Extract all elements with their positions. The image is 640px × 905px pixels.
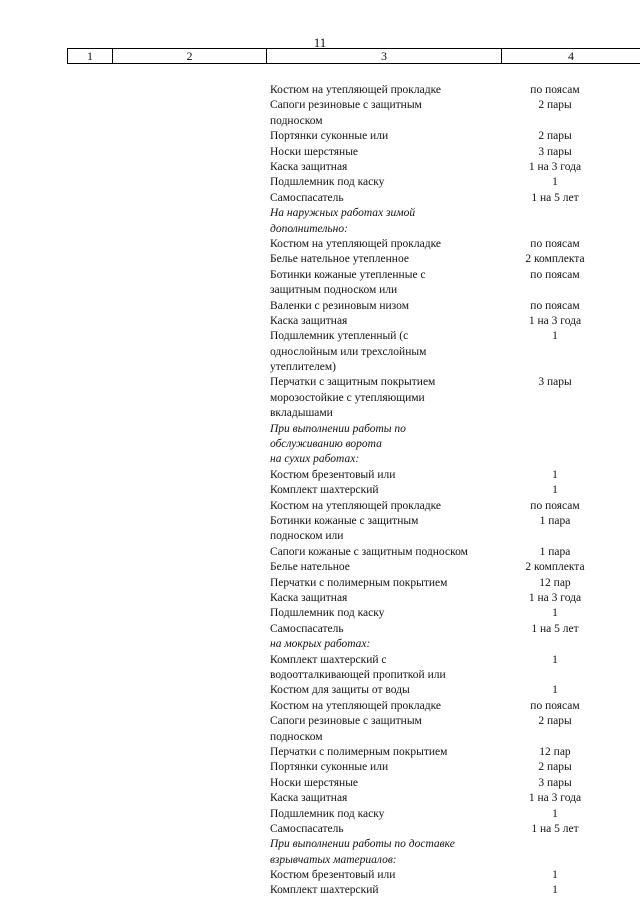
issue-norm: 1 xyxy=(552,653,558,666)
issue-norm: по поясам xyxy=(530,84,580,96)
issue-norm: 2 пары xyxy=(538,761,572,774)
equipment-row xyxy=(0,591,640,606)
text-line: морозостойкие с утепляющими xyxy=(270,391,425,404)
text-line: утеплителем) xyxy=(270,361,337,374)
section-heading xyxy=(270,837,505,868)
issue-norm: 1 xyxy=(552,176,558,189)
text-line: подноском или xyxy=(270,530,344,543)
equipment-row xyxy=(0,545,640,560)
text-line: Комплект шахтерский xyxy=(270,484,379,497)
text-line: Комплект шахтерский xyxy=(270,884,379,897)
text-line: Ботинки кожаные утепленные с xyxy=(270,268,426,281)
equipment-name xyxy=(270,560,505,575)
equipment-name xyxy=(270,83,505,98)
text-line: Перчатки с полимерным покрытием xyxy=(270,745,448,758)
equipment-row xyxy=(0,622,640,637)
text-line: Костюм брезентовый или xyxy=(270,869,396,882)
equipment-row xyxy=(0,868,640,883)
issue-norm: 2 комплекта xyxy=(525,253,585,266)
equipment-row xyxy=(0,268,640,299)
issue-norm: 3 пары xyxy=(538,376,572,389)
equipment-list xyxy=(0,83,640,899)
text-line: взрывчатых материалов: xyxy=(270,853,397,866)
equipment-name xyxy=(270,191,505,206)
section-heading xyxy=(270,637,505,652)
section-heading-row xyxy=(0,206,640,237)
equipment-name xyxy=(270,868,505,883)
equipment-name xyxy=(270,807,505,822)
text-line: Каска защитная xyxy=(270,592,348,604)
column-number-3: 3 xyxy=(267,49,502,64)
issue-norm: 2 комплекта xyxy=(525,561,585,574)
text-line: защитным подноском или xyxy=(270,284,398,297)
equipment-name xyxy=(270,699,505,714)
text-line: Костюм на утепляющей прокладке xyxy=(270,499,441,512)
equipment-row xyxy=(0,791,640,806)
equipment-name xyxy=(270,883,505,898)
issue-norm: 1 на 3 года xyxy=(528,592,582,604)
equipment-name xyxy=(270,822,505,837)
equipment-name xyxy=(270,98,505,129)
text-line: При выполнении работы по доставке xyxy=(270,838,455,851)
equipment-row xyxy=(0,683,640,698)
text-line: Костюм для защиты от воды xyxy=(270,684,410,697)
issue-norm: 1 xyxy=(552,484,558,497)
equipment-row xyxy=(0,129,640,144)
issue-norm: 1 xyxy=(552,884,558,897)
text-line: Подшлемник под каску xyxy=(270,807,385,820)
text-line: Носки шерстяные xyxy=(270,145,359,158)
equipment-name xyxy=(270,545,505,560)
text-line: При выполнении работы по xyxy=(270,422,406,435)
equipment-row xyxy=(0,83,640,98)
text-line: Белье нательное xyxy=(270,561,350,574)
equipment-name xyxy=(270,237,505,252)
equipment-name xyxy=(270,776,505,791)
equipment-row xyxy=(0,699,640,714)
equipment-name xyxy=(270,791,505,806)
text-line: Подшлемник под каску xyxy=(270,607,385,620)
text-line: Комплект шахтерский с xyxy=(270,653,387,666)
text-line: Сапоги резиновые с защитным xyxy=(270,715,422,728)
equipment-name xyxy=(270,653,505,684)
text-line: Костюм брезентовый или xyxy=(270,468,396,481)
text-line: Портянки суконные или xyxy=(270,761,389,774)
text-line: Самоспасатель xyxy=(270,822,344,835)
issue-norm: по поясам xyxy=(530,299,580,312)
section-heading xyxy=(270,422,505,468)
equipment-row xyxy=(0,299,640,314)
equipment-row xyxy=(0,499,640,514)
equipment-row xyxy=(0,883,640,898)
issue-norm: 1 xyxy=(552,330,558,343)
equipment-name xyxy=(270,683,505,698)
text-line: Носки шерстяные xyxy=(270,776,359,789)
issue-norm: 3 пары xyxy=(538,776,572,789)
issue-norm: 2 пары xyxy=(538,99,572,112)
issue-norm: 1 xyxy=(552,869,558,882)
equipment-name xyxy=(270,576,505,591)
equipment-row xyxy=(0,760,640,775)
text-line: Перчатки с полимерным покрытием xyxy=(270,576,448,589)
equipment-name xyxy=(270,145,505,160)
text-line: Самоспасатель xyxy=(270,191,344,204)
equipment-row xyxy=(0,98,640,129)
text-line: На наружных работах зимой xyxy=(270,207,416,220)
equipment-row xyxy=(0,175,640,190)
equipment-row xyxy=(0,160,640,175)
text-line: подноском xyxy=(270,114,323,127)
issue-norm: по поясам xyxy=(530,499,580,512)
equipment-name xyxy=(270,760,505,775)
text-line: водоотталкивающей пропиткой или xyxy=(270,668,446,681)
issue-norm: 2 пары xyxy=(538,715,572,728)
equipment-name xyxy=(270,468,505,483)
equipment-row xyxy=(0,514,640,545)
equipment-name xyxy=(270,375,505,421)
column-number-2: 2 xyxy=(113,49,267,64)
equipment-row xyxy=(0,237,640,252)
equipment-name xyxy=(270,606,505,621)
issue-norm: 3 пары xyxy=(538,145,572,158)
text-line: Костюм на утепляющей прокладке xyxy=(270,699,441,712)
equipment-row xyxy=(0,329,640,375)
issue-norm: по поясам xyxy=(530,268,580,281)
section-heading-row xyxy=(0,422,640,468)
text-line: Валенки с резиновым низом xyxy=(270,299,409,312)
section-heading-row xyxy=(0,637,640,652)
text-line: Портянки суконные или xyxy=(270,130,389,143)
text-line: дополнительно: xyxy=(270,222,348,235)
equipment-row xyxy=(0,776,640,791)
column-header-table xyxy=(67,48,640,64)
equipment-row xyxy=(0,714,640,745)
text-line: Сапоги кожаные с защитным подноском xyxy=(270,545,468,558)
text-line: на сухих работах: xyxy=(270,453,360,466)
section-heading-row xyxy=(0,837,640,868)
equipment-row xyxy=(0,191,640,206)
equipment-name xyxy=(270,252,505,267)
issue-norm: 1 xyxy=(552,468,558,481)
section-heading xyxy=(270,206,505,237)
equipment-row xyxy=(0,745,640,760)
equipment-name xyxy=(270,329,505,375)
text-line: Подшлемник утепленный (с xyxy=(270,330,409,343)
equipment-row xyxy=(0,468,640,483)
equipment-name xyxy=(270,483,505,498)
issue-norm: по поясам xyxy=(530,699,580,712)
issue-norm: 1 xyxy=(552,607,558,620)
issue-norm: 2 пары xyxy=(538,130,572,143)
equipment-name xyxy=(270,160,505,175)
equipment-name xyxy=(270,299,505,314)
text-line: Белье нательное утепленное xyxy=(270,253,409,266)
text-line: Сапоги резиновые с защитным xyxy=(270,99,422,112)
text-line: Костюм на утепляющей прокладке xyxy=(270,84,441,96)
text-line: Перчатки с защитным покрытием xyxy=(270,376,436,389)
text-line: Самоспасатель xyxy=(270,622,344,635)
issue-norm: 1 на 3 года xyxy=(528,792,582,805)
issue-norm: 12 пар xyxy=(539,745,571,758)
text-line: однослойным или трехслойным xyxy=(270,345,427,358)
issue-norm: 1 xyxy=(552,684,558,697)
equipment-name xyxy=(270,129,505,144)
equipment-row xyxy=(0,606,640,621)
text-line: Каска защитная xyxy=(270,160,348,173)
equipment-row xyxy=(0,807,640,822)
text-line: вкладышами xyxy=(270,407,333,420)
text-line: обслуживанию ворота xyxy=(270,438,382,451)
equipment-name xyxy=(270,514,505,545)
equipment-row xyxy=(0,560,640,575)
text-line: Подшлемник под каску xyxy=(270,176,385,189)
issue-norm: 1 на 5 лет xyxy=(531,822,579,835)
equipment-row xyxy=(0,375,640,421)
equipment-name xyxy=(270,622,505,637)
issue-norm: 1 на 5 лет xyxy=(531,191,579,204)
text-line: на мокрых работах: xyxy=(270,638,371,651)
text-line: Ботинки кожаные с защитным xyxy=(270,515,419,528)
issue-norm: по поясам xyxy=(530,237,580,250)
equipment-row xyxy=(0,252,640,267)
page-number: 11 xyxy=(313,35,327,50)
equipment-name xyxy=(270,268,505,299)
text-line: Каска защитная xyxy=(270,792,348,805)
equipment-name xyxy=(270,175,505,190)
column-number-4: 4 xyxy=(502,49,640,64)
equipment-row xyxy=(0,314,640,329)
issue-norm: 1 на 3 года xyxy=(528,160,582,173)
equipment-name xyxy=(270,591,505,606)
equipment-row xyxy=(0,822,640,837)
equipment-name xyxy=(270,314,505,329)
issue-norm: 1 пара xyxy=(539,515,571,528)
equipment-row xyxy=(0,145,640,160)
equipment-name xyxy=(270,499,505,514)
issue-norm: 12 пар xyxy=(539,576,571,589)
equipment-row xyxy=(0,483,640,498)
issue-norm: 1 xyxy=(552,807,558,820)
equipment-row xyxy=(0,576,640,591)
issue-norm: 1 на 3 года xyxy=(528,314,582,327)
text-line: подноском xyxy=(270,730,323,743)
column-number-1: 1 xyxy=(68,49,113,64)
text-line: Каска защитная xyxy=(270,314,348,327)
equipment-row xyxy=(0,653,640,684)
text-line: Костюм на утепляющей прокладке xyxy=(270,237,441,250)
equipment-name xyxy=(270,745,505,760)
issue-norm: 1 на 5 лет xyxy=(531,622,579,635)
issue-norm: 1 пара xyxy=(539,545,571,558)
equipment-name xyxy=(270,714,505,745)
